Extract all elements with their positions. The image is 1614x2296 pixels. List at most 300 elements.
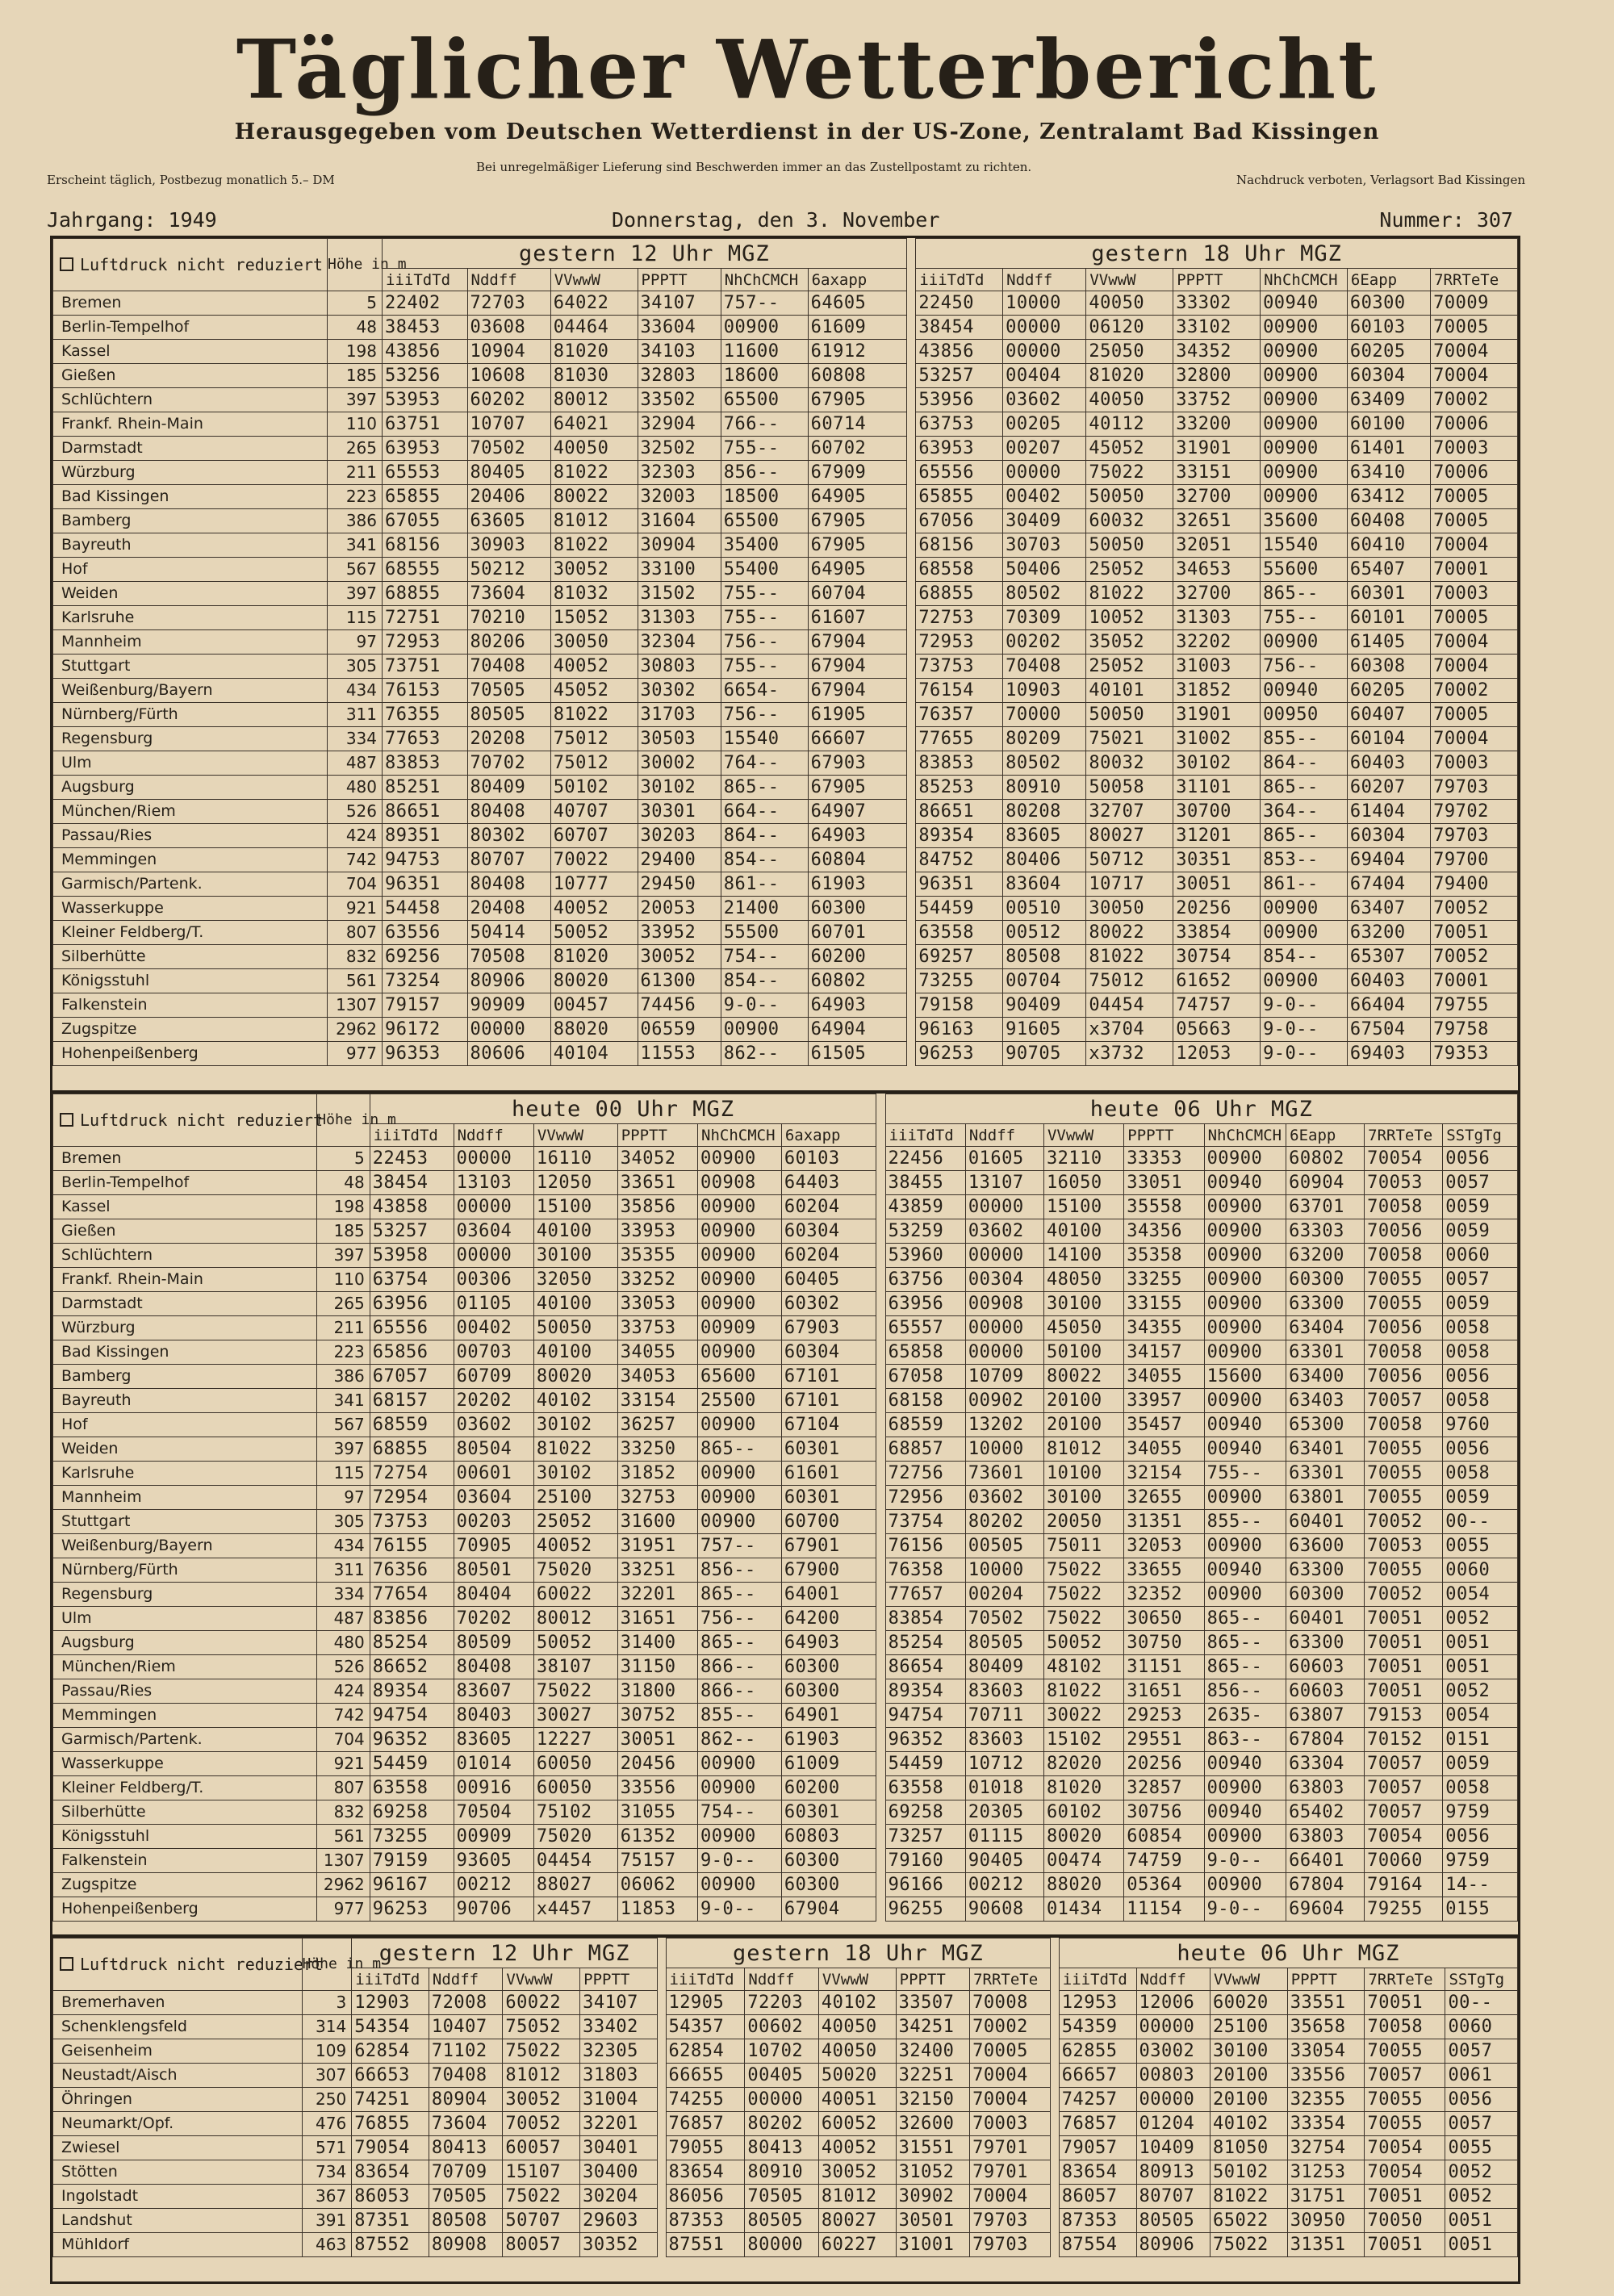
- data-cell: 61652: [1173, 969, 1261, 993]
- table-row: [53, 1825, 1518, 1849]
- data-cell: 63600: [1286, 1534, 1365, 1558]
- data-cell: 72751: [383, 606, 468, 630]
- station-label: Zugspitze: [61, 1020, 137, 1038]
- data-cell: 70054: [1365, 2160, 1445, 2185]
- data-cell: 53259: [885, 1219, 965, 1244]
- data-cell: 756--: [721, 703, 808, 727]
- data-cell: x4457: [533, 1897, 617, 1922]
- column-gap: [906, 1018, 916, 1042]
- table-row: [53, 388, 1518, 412]
- station-height: 48: [328, 316, 383, 340]
- data-cell: 00900: [698, 1510, 782, 1534]
- data-cell: 80413: [429, 2136, 502, 2160]
- code-header: Nddff: [1136, 1968, 1210, 1991]
- data-cell: 9-0--: [1261, 1018, 1348, 1042]
- data-cell: 80032: [1086, 751, 1173, 776]
- group-header: heute 06 Uhr MGZ: [885, 1094, 1517, 1124]
- data-cell: 30051: [1173, 872, 1261, 897]
- data-cell: 34053: [617, 1365, 697, 1389]
- station-label: Weiden: [61, 584, 119, 602]
- data-cell: 60405: [781, 1268, 876, 1292]
- station-height: 391: [302, 2209, 352, 2233]
- station-label: Gießen: [61, 1222, 116, 1240]
- data-cell: 30022: [1043, 1704, 1123, 1728]
- data-cell: 33556: [1287, 2064, 1365, 2088]
- data-cell: 65856: [370, 1340, 454, 1365]
- data-cell: 54459: [370, 1752, 454, 1776]
- data-cell: 40112: [1086, 412, 1173, 437]
- data-cell: 70004: [970, 2064, 1051, 2088]
- data-cell: 70052: [1431, 897, 1518, 921]
- table-row: [53, 291, 1518, 316]
- data-cell: 70022: [550, 848, 638, 872]
- data-cell: 10777: [550, 872, 638, 897]
- data-cell: 96253: [370, 1897, 454, 1922]
- table-row: [53, 485, 1518, 509]
- data-cell: 33953: [617, 1219, 697, 1244]
- code-header: VVwwW: [550, 269, 638, 291]
- data-cell: 61905: [808, 703, 906, 727]
- station-name: [53, 776, 328, 800]
- data-cell: x3704: [1086, 1018, 1173, 1042]
- data-cell: 12050: [533, 1171, 617, 1195]
- code-header: PPPTT: [896, 1968, 969, 1991]
- station-label: Hof: [61, 560, 88, 578]
- data-cell: 81050: [1210, 2136, 1287, 2160]
- data-cell: 33551: [1287, 1991, 1365, 2015]
- data-cell: 00000: [467, 1018, 550, 1042]
- page-subtitle: Herausgegeben vom Deutschen Wetterdienst in der US-Zone, Zentralamt Bad Kissingen: [234, 119, 1380, 144]
- data-cell: 30703: [1003, 533, 1086, 558]
- data-cell: 96163: [916, 1018, 1003, 1042]
- data-cell: 43856: [916, 340, 1003, 364]
- data-cell: 70003: [1431, 582, 1518, 606]
- station-name: [53, 800, 328, 824]
- station-height: 742: [328, 848, 383, 872]
- data-cell: 757--: [698, 1534, 782, 1558]
- station-label: Berlin-Tempelhof: [61, 318, 190, 336]
- data-cell: 83605: [454, 1728, 533, 1752]
- data-cell: 06062: [617, 1873, 697, 1897]
- data-cell: 21400: [721, 897, 808, 921]
- data-cell: 00940: [1204, 1752, 1286, 1776]
- data-cell: 55500: [721, 921, 808, 945]
- station-label: Bremen: [61, 1149, 122, 1167]
- data-cell: 60603: [1286, 1655, 1365, 1679]
- data-cell: 30002: [638, 751, 721, 776]
- station-label: Memmingen: [61, 851, 157, 868]
- code-header: VVwwW: [818, 1968, 896, 1991]
- data-cell: 00306: [454, 1268, 533, 1292]
- data-cell: 31003: [1173, 655, 1261, 679]
- data-cell: 33302: [1173, 291, 1261, 316]
- data-cell: 70504: [454, 1800, 533, 1825]
- data-cell: 60300: [1347, 291, 1430, 316]
- data-cell: 856--: [721, 461, 808, 485]
- data-cell: 72008: [429, 1991, 502, 2015]
- data-cell: 54354: [352, 2015, 429, 2039]
- data-cell: 2635-: [1204, 1704, 1286, 1728]
- data-cell: 70058: [1365, 1413, 1443, 1437]
- data-cell: 0057: [1443, 1171, 1518, 1195]
- data-cell: 80302: [467, 824, 550, 848]
- data-cell: 86053: [352, 2185, 429, 2209]
- data-cell: 12006: [1136, 1991, 1210, 2015]
- data-cell: 855--: [1261, 727, 1348, 751]
- data-cell: 75022: [1043, 1583, 1123, 1607]
- table-row: [53, 921, 1518, 945]
- data-cell: 00900: [1261, 316, 1348, 340]
- data-cell: 01105: [454, 1292, 533, 1316]
- data-cell: 70056: [1365, 1365, 1443, 1389]
- data-cell: 70055: [1365, 1437, 1443, 1462]
- station-label: Bamberg: [61, 512, 132, 529]
- corner-text: Luftdruck nicht reduziert: [80, 1110, 324, 1130]
- data-cell: 70058: [1365, 1195, 1443, 1219]
- data-cell: 755--: [721, 582, 808, 606]
- data-cell: 03602: [1003, 388, 1086, 412]
- data-cell: 30052: [550, 558, 638, 582]
- data-cell: 865--: [1204, 1631, 1286, 1655]
- data-cell: 33155: [1124, 1292, 1204, 1316]
- data-cell: 00900: [1204, 1244, 1286, 1268]
- data-cell: 70057: [1365, 1752, 1443, 1776]
- station-name: [53, 872, 328, 897]
- data-cell: 65557: [885, 1316, 965, 1340]
- data-cell: 70508: [467, 945, 550, 969]
- data-cell: 32600: [896, 2112, 969, 2136]
- station-name: [53, 993, 328, 1018]
- column-gap: [876, 1244, 885, 1268]
- station-height: 487: [328, 751, 383, 776]
- data-cell: 22456: [885, 1147, 965, 1171]
- data-cell: 00900: [1204, 1195, 1286, 1219]
- data-cell: 31604: [638, 509, 721, 533]
- data-cell: 67101: [781, 1365, 876, 1389]
- data-cell: 96353: [383, 1042, 468, 1066]
- data-cell: 00900: [698, 1195, 782, 1219]
- data-cell: 70502: [467, 437, 550, 461]
- data-cell: 80707: [1136, 2185, 1210, 2209]
- data-cell: 30051: [617, 1728, 697, 1752]
- data-cell: 60020: [1210, 1991, 1287, 2015]
- data-cell: 80408: [467, 872, 550, 897]
- data-cell: 0052: [1445, 2185, 1518, 2209]
- data-cell: 60202: [467, 388, 550, 412]
- station-name: [53, 679, 328, 703]
- data-cell: 94754: [885, 1704, 965, 1728]
- page-title: Täglicher Wetterbericht: [236, 22, 1378, 117]
- data-cell: 70055: [1365, 1558, 1443, 1583]
- data-cell: 74759: [1124, 1849, 1204, 1873]
- column-gap: [876, 1316, 885, 1340]
- data-cell: 80012: [533, 1607, 617, 1631]
- code-header: iiiTdTd: [666, 1968, 745, 1991]
- data-cell: 00803: [1136, 2064, 1210, 2088]
- data-cell: 35558: [1124, 1195, 1204, 1219]
- data-cell: 60904: [1286, 1171, 1365, 1195]
- data-cell: 32303: [638, 461, 721, 485]
- station-name: [53, 1340, 317, 1365]
- column-gap: [876, 1679, 885, 1704]
- data-cell: 80202: [965, 1510, 1043, 1534]
- data-cell: 73255: [370, 1825, 454, 1849]
- data-cell: 86652: [370, 1655, 454, 1679]
- data-cell: 60709: [454, 1365, 533, 1389]
- data-cell: 79255: [1365, 1897, 1443, 1922]
- data-cell: 96351: [916, 872, 1003, 897]
- station-height: 367: [302, 2185, 352, 2209]
- data-cell: 03602: [965, 1219, 1043, 1244]
- station-name: [53, 1462, 317, 1486]
- data-cell: 60603: [1286, 1679, 1365, 1704]
- station-label: Bayreuth: [61, 536, 132, 554]
- data-cell: 79703: [970, 2209, 1051, 2233]
- data-cell: 70051: [1365, 1631, 1443, 1655]
- data-cell: 68555: [383, 558, 468, 582]
- station-height: 265: [328, 437, 383, 461]
- data-cell: 40104: [550, 1042, 638, 1066]
- group-header: heute 00 Uhr MGZ: [370, 1094, 876, 1124]
- code-header: Nddff: [745, 1968, 818, 1991]
- data-cell: 67905: [808, 776, 906, 800]
- station-name: [53, 1195, 317, 1219]
- hoehe-header: Höhe in m: [328, 239, 383, 291]
- data-cell: 80408: [454, 1655, 533, 1679]
- data-cell: 83604: [1003, 872, 1086, 897]
- table-row: [53, 1437, 1518, 1462]
- data-cell: 74257: [1059, 2088, 1136, 2112]
- data-cell: 40101: [1086, 679, 1173, 703]
- data-cell: 69257: [916, 945, 1003, 969]
- data-cell: 73604: [467, 582, 550, 606]
- table-row: [53, 1244, 1518, 1268]
- column-gap: [1051, 2039, 1060, 2064]
- table-row: [53, 630, 1518, 655]
- station-name: [53, 1704, 317, 1728]
- data-cell: 00900: [1261, 437, 1348, 461]
- table-row: [53, 1340, 1518, 1365]
- column-gap: [906, 824, 916, 848]
- column-gap: [876, 1094, 885, 1147]
- data-cell: 0059: [1443, 1752, 1518, 1776]
- table-row: [53, 776, 1518, 800]
- data-cell: 73753: [916, 655, 1003, 679]
- station-name: [53, 2160, 303, 2185]
- data-cell: 6654-: [721, 679, 808, 703]
- data-cell: 31351: [1124, 1510, 1204, 1534]
- data-cell: 32754: [1287, 2136, 1365, 2160]
- station-label: Würzburg: [61, 463, 136, 481]
- column-gap: [1051, 2112, 1060, 2136]
- hoehe-header: Höhe in m: [302, 1938, 352, 1991]
- data-cell: 31852: [617, 1462, 697, 1486]
- data-cell: 03608: [467, 316, 550, 340]
- data-cell: 25100: [533, 1486, 617, 1510]
- data-cell: 70711: [965, 1704, 1043, 1728]
- data-cell: 755--: [721, 437, 808, 461]
- data-cell: 00900: [698, 1873, 782, 1897]
- data-cell: 0056: [1443, 1147, 1518, 1171]
- column-gap: [876, 1147, 885, 1171]
- data-cell: 0056: [1443, 1437, 1518, 1462]
- data-cell: 80508: [429, 2209, 502, 2233]
- data-cell: 11154: [1124, 1897, 1204, 1922]
- station-height: 561: [317, 1825, 370, 1849]
- data-cell: 63556: [383, 921, 468, 945]
- data-cell: 00212: [965, 1873, 1043, 1897]
- station-height: 185: [328, 364, 383, 388]
- table-row: [53, 1583, 1518, 1607]
- data-cell: 67903: [781, 1316, 876, 1340]
- data-cell: 70003: [1431, 751, 1518, 776]
- data-cell: 00505: [965, 1534, 1043, 1558]
- data-cell: 87552: [352, 2233, 429, 2257]
- data-cell: 34055: [1124, 1437, 1204, 1462]
- data-cell: 61405: [1347, 630, 1430, 655]
- column-gap: [876, 1389, 885, 1413]
- table-row: [53, 945, 1518, 969]
- station-name: [53, 485, 328, 509]
- data-cell: 00909: [698, 1316, 782, 1340]
- station-label: Wasserkuppe: [61, 1754, 164, 1772]
- column-gap: [657, 2064, 666, 2088]
- column-gap: [1051, 2064, 1060, 2088]
- column-gap: [1051, 1938, 1060, 1991]
- data-cell: 01115: [965, 1825, 1043, 1849]
- column-gap: [906, 340, 916, 364]
- data-cell: 64022: [550, 291, 638, 316]
- data-cell: 72756: [885, 1462, 965, 1486]
- data-cell: 00900: [698, 1825, 782, 1849]
- data-cell: 30352: [580, 2233, 658, 2257]
- data-cell: 00900: [1204, 1583, 1286, 1607]
- data-cell: 00000: [1003, 461, 1086, 485]
- column-gap: [906, 509, 916, 533]
- data-cell: 80606: [467, 1042, 550, 1066]
- data-cell: 33507: [896, 1991, 969, 2015]
- data-cell: 00908: [965, 1292, 1043, 1316]
- data-cell: 70057: [1365, 1800, 1443, 1825]
- data-cell: 70004: [1431, 655, 1518, 679]
- data-cell: 853--: [1261, 848, 1348, 872]
- data-cell: 70054: [1365, 1147, 1443, 1171]
- data-cell: 0155: [1443, 1897, 1518, 1922]
- data-cell: 90705: [1003, 1042, 1086, 1066]
- data-cell: 33250: [617, 1437, 697, 1462]
- station-label: Kassel: [61, 342, 111, 360]
- data-cell: 48102: [1043, 1655, 1123, 1679]
- data-cell: 80404: [454, 1583, 533, 1607]
- data-cell: 0059: [1443, 1292, 1518, 1316]
- column-gap: [657, 2015, 666, 2039]
- data-cell: 83603: [965, 1728, 1043, 1752]
- data-cell: 30902: [896, 2185, 969, 2209]
- station-name: [53, 2136, 303, 2160]
- data-cell: 80406: [1003, 848, 1086, 872]
- data-cell: 40052: [533, 1534, 617, 1558]
- data-cell: 40707: [550, 800, 638, 824]
- data-cell: 75011: [1043, 1534, 1123, 1558]
- data-cell: 34355: [1124, 1316, 1204, 1340]
- data-cell: 63558: [916, 921, 1003, 945]
- data-cell: 00000: [745, 2088, 818, 2112]
- data-cell: 0058: [1443, 1462, 1518, 1486]
- data-cell: 30903: [467, 533, 550, 558]
- data-cell: 10717: [1086, 872, 1173, 897]
- data-cell: 40051: [818, 2088, 896, 2112]
- table-gestern: [50, 236, 1520, 1093]
- data-cell: 34352: [1173, 340, 1261, 364]
- station-name: [53, 1583, 317, 1607]
- station-height: 185: [317, 1219, 370, 1244]
- station-name: [53, 437, 328, 461]
- table-row: [53, 1268, 1518, 1292]
- table-row: [53, 1873, 1518, 1897]
- data-cell: 36257: [617, 1413, 697, 1437]
- data-cell: 10000: [965, 1437, 1043, 1462]
- data-cell: 53958: [370, 1244, 454, 1268]
- data-cell: 865--: [698, 1437, 782, 1462]
- station-height: 1307: [328, 993, 383, 1018]
- data-cell: 32305: [580, 2039, 658, 2064]
- station-name: [53, 1558, 317, 1583]
- data-cell: 34103: [638, 340, 721, 364]
- data-cell: 54359: [1059, 2015, 1136, 2039]
- column-gap: [906, 655, 916, 679]
- station-name: [53, 921, 328, 945]
- code-header: VVwwW: [533, 1124, 617, 1147]
- data-cell: 00402: [454, 1316, 533, 1340]
- data-cell: 50712: [1086, 848, 1173, 872]
- data-cell: 11600: [721, 340, 808, 364]
- data-cell: 73257: [885, 1825, 965, 1849]
- data-cell: 60022: [503, 1991, 580, 2015]
- data-cell: 30203: [638, 824, 721, 848]
- table-hilfsstationen: [50, 1935, 1520, 2284]
- data-cell: 32707: [1086, 800, 1173, 824]
- data-cell: 66404: [1347, 993, 1430, 1018]
- data-cell: 14--: [1443, 1873, 1518, 1897]
- data-cell: 96167: [370, 1873, 454, 1897]
- data-cell: 60854: [1124, 1825, 1204, 1849]
- data-cell: 33402: [580, 2015, 658, 2039]
- data-cell: 81022: [1210, 2185, 1287, 2209]
- data-cell: 60102: [1043, 1800, 1123, 1825]
- data-cell: 40050: [1086, 291, 1173, 316]
- data-cell: 10409: [1136, 2136, 1210, 2160]
- data-cell: 30102: [638, 776, 721, 800]
- data-cell: 80403: [454, 1704, 533, 1728]
- station-name: [53, 897, 328, 921]
- table-row: [53, 727, 1518, 751]
- station-name: [53, 824, 328, 848]
- data-cell: 04464: [550, 316, 638, 340]
- data-cell: 80409: [965, 1655, 1043, 1679]
- data-cell: 66657: [1059, 2064, 1136, 2088]
- data-cell: 80910: [1003, 776, 1086, 800]
- data-cell: 755--: [1204, 1462, 1286, 1486]
- data-cell: 00909: [454, 1825, 533, 1849]
- data-cell: 9-0--: [721, 993, 808, 1018]
- data-cell: 63300: [1286, 1292, 1365, 1316]
- station-name: [53, 1365, 317, 1389]
- column-gap: [876, 1849, 885, 1873]
- data-cell: 50102: [1210, 2160, 1287, 2185]
- station-name: [53, 388, 328, 412]
- data-cell: 80906: [467, 969, 550, 993]
- data-cell: 67504: [1347, 1018, 1430, 1042]
